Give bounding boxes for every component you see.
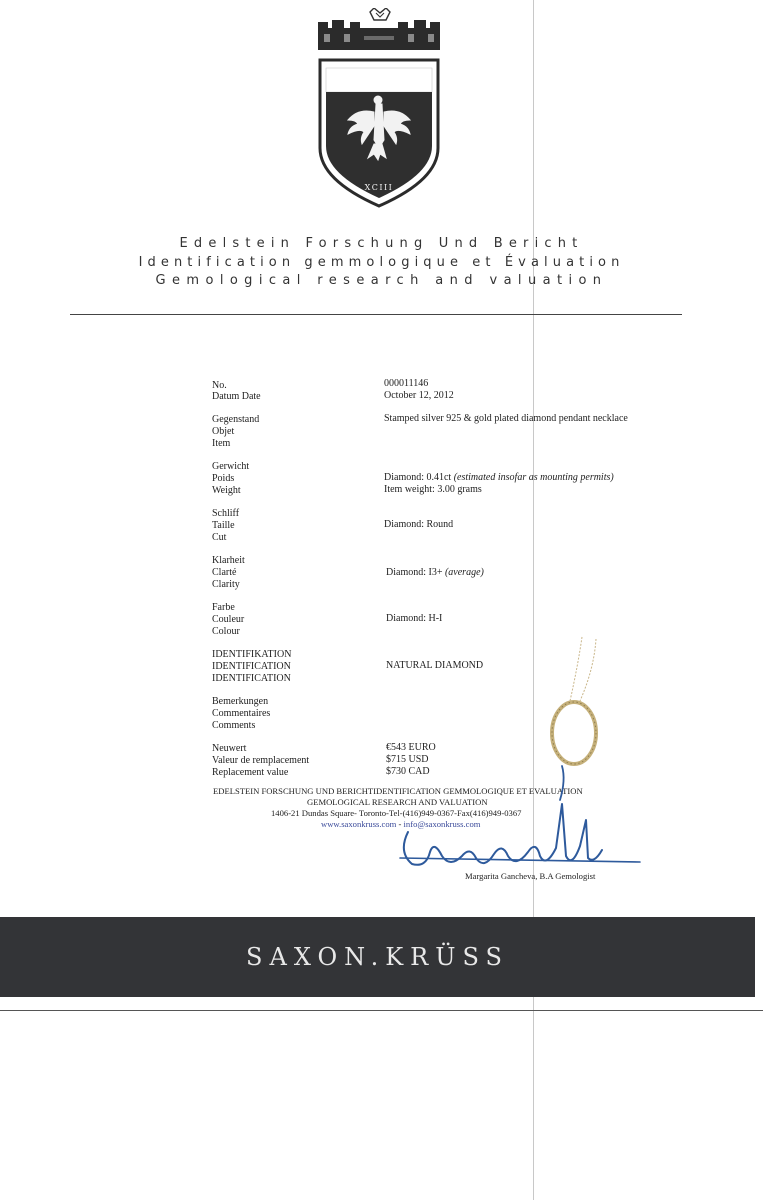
brand-logo-text: SAXON.KRÜSS [246, 943, 509, 971]
date-label: Datum Date [212, 391, 261, 402]
item-weight-value: Item weight: 3.00 grams [384, 484, 482, 495]
paper-fold-line [533, 0, 534, 1200]
replacement-value-euro: €543 EURO [386, 742, 436, 753]
colour-label-fr: Couleur [212, 614, 245, 625]
replacement-label-en: Replacement value [212, 767, 289, 778]
item-label-fr: Objet [212, 426, 235, 437]
replacement-label-fr: Valeur de remplacement [212, 755, 310, 766]
signature [390, 760, 650, 880]
clarity-value-line [386, 567, 484, 579]
weight-diamond-carat: Diamond: 0.41ct [384, 472, 452, 483]
identification-label-en: IDENTIFICATION [212, 673, 291, 684]
weight-label-de: Gerwicht [212, 461, 250, 472]
weight-diamond-note: (estimated insofar as mounting permits) [453, 472, 614, 483]
item-value: Stamped silver 925 & gold plated diamond pendant necklace [384, 413, 628, 424]
pendant-photo [530, 635, 600, 770]
battlement-band [318, 20, 440, 50]
footer-company-line: EDELSTEIN FORSCHUNG UND BERICHTIDENTIFICATION GEMMOLOGIQUE ET EVALUATION [213, 786, 583, 796]
identification-label-de: IDENTIFIKATION [212, 649, 292, 660]
comments-label-en: Comments [212, 720, 256, 731]
replacement-value-cad: $730 CAD [386, 766, 430, 777]
footer-contacts: www.saxonkruss.com - info@saxonkruss.com [321, 819, 481, 829]
comments-label-fr: Commentaires [212, 708, 271, 719]
cut-label-en: Cut [212, 532, 227, 543]
cut-label-fr: Taille [212, 520, 235, 531]
page-bottom-edge [0, 1010, 763, 1011]
weight-diamond-value [384, 472, 614, 484]
clarity-label-de: Klarheit [212, 555, 245, 566]
heading-divider [70, 314, 682, 315]
no-label: No. [212, 380, 227, 391]
colour-label-de: Farbe [212, 602, 235, 613]
crest-inscription: XCIII [364, 183, 394, 192]
clarity-value: Diamond: I3+ [386, 567, 443, 578]
footer-address: 1406-21 Dundas Square- Toronto-Tel-(416)949-0367-Fax(416)949-0367 [271, 808, 522, 818]
replacement-label-de: Neuwert [212, 743, 247, 754]
footer-website-link[interactable]: www.saxonkruss.com [321, 819, 397, 829]
crest-logo [314, 8, 444, 213]
weight-label-fr: Poids [212, 473, 235, 484]
identification-label-fr: IDENTIFICATION [212, 661, 291, 672]
cut-label-de: Schliff [212, 508, 240, 519]
colour-label-en: Colour [212, 626, 240, 637]
footer-email-link[interactable]: info@saxonkruss.com [403, 819, 481, 829]
clarity-label-fr: Clarté [212, 567, 237, 578]
item-label-de: Gegenstand [212, 414, 260, 425]
replacement-value-usd: $715 USD [386, 754, 429, 765]
item-label-en: Item [212, 438, 231, 449]
crown-icon [370, 8, 390, 20]
identification-value: NATURAL DIAMOND [386, 660, 484, 671]
heading-german: Edelstein Forschung Und Bericht [179, 236, 584, 251]
footer-tagline: GEMOLOGICAL RESEARCH AND VALUATION [307, 797, 488, 807]
colour-value: Diamond: H-I [386, 613, 443, 624]
heading-french: Identification gemmologique et Évaluation [138, 255, 625, 270]
heading-english: Gemological research and valuation [155, 273, 608, 288]
cut-value: Diamond: Round [384, 519, 454, 530]
comments-label-de: Bemerkungen [212, 696, 269, 707]
weight-label-en: Weight [212, 485, 241, 496]
signatory-name: Margarita Gancheva, B.A Gemologist [465, 871, 596, 881]
no-value: 000011146 [384, 378, 429, 389]
date-value: October 12, 2012 [384, 390, 454, 401]
clarity-note: (average) [444, 567, 484, 578]
clarity-label-en: Clarity [212, 579, 240, 590]
